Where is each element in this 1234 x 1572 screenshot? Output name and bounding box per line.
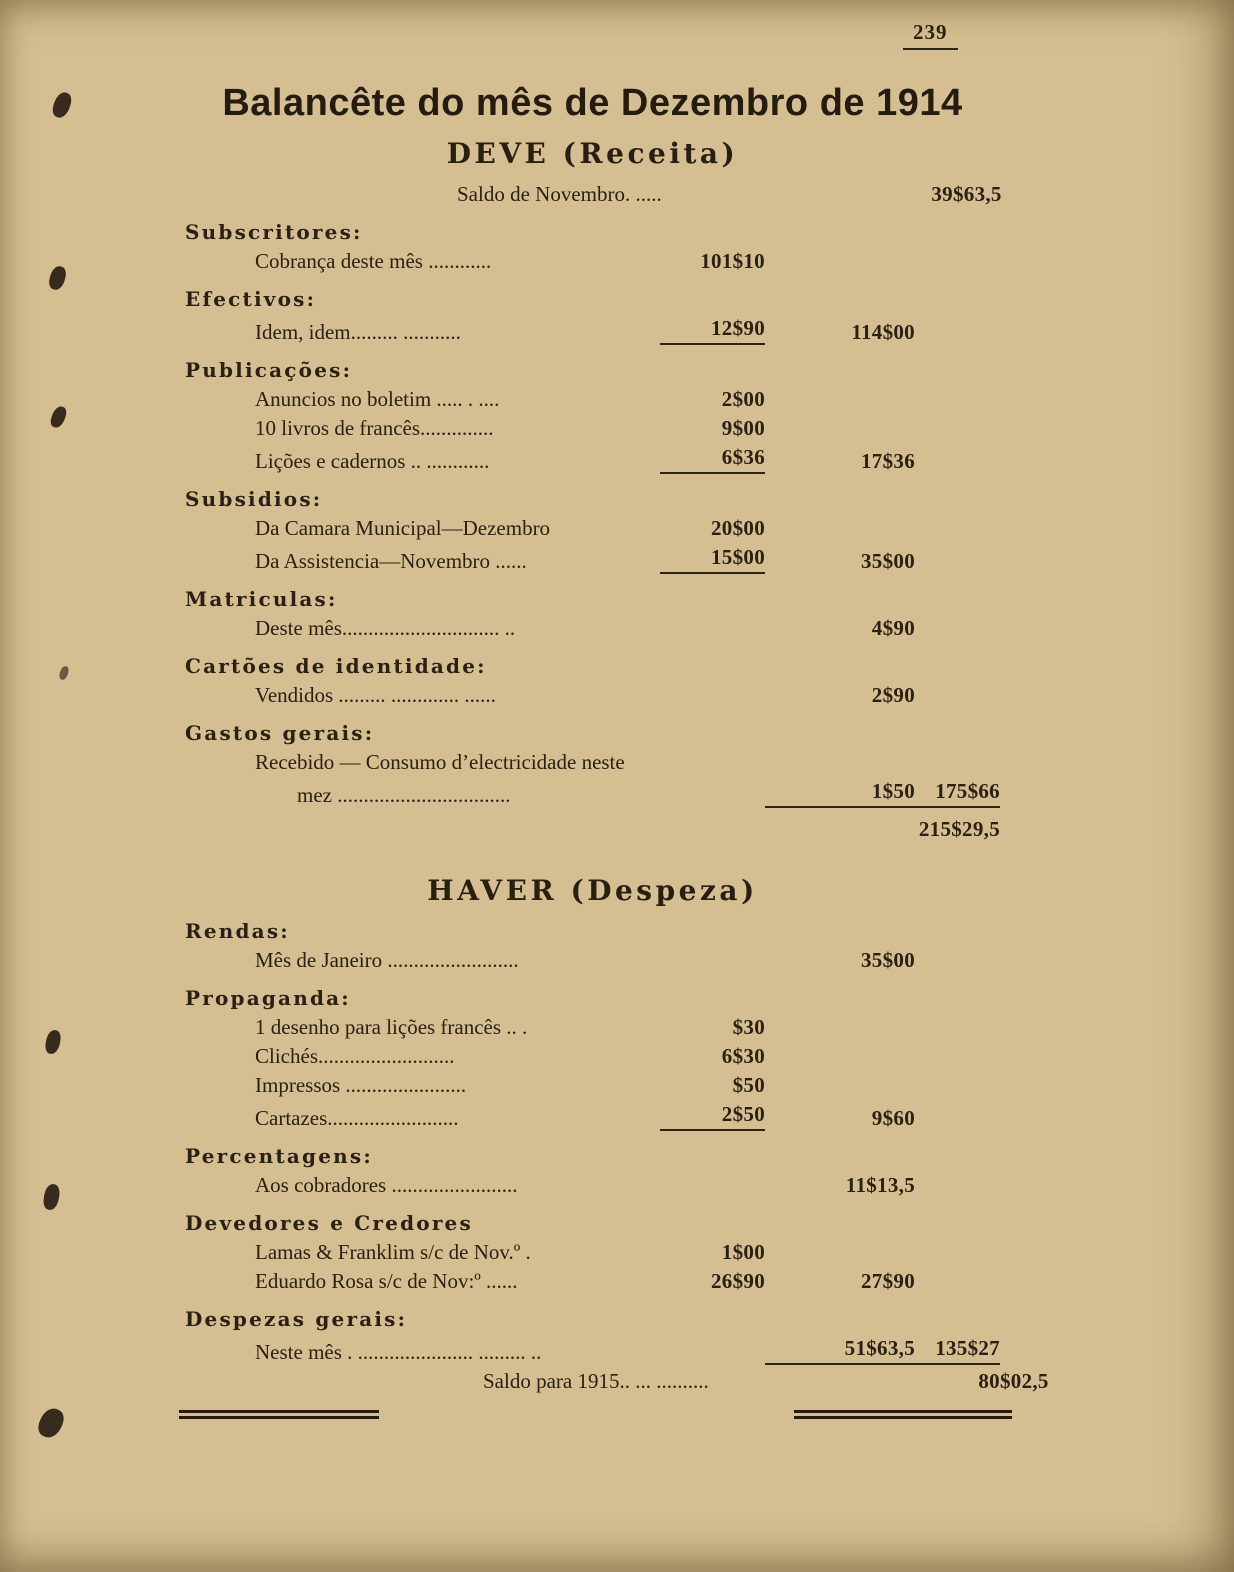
entry-label: Aos cobradores ........................ [255,1173,518,1197]
entry-label: 10 livros de francês.............. [255,416,494,440]
amount-col1: 9$00 [721,416,765,440]
amount-col3: 80$02,5 [978,1369,1049,1393]
ledger-row [185,314,1000,347]
ledger-row [185,748,1000,777]
entry-label: Eduardo Rosa s/c de Nov:º ...... [255,1269,518,1293]
entry-label: Da Assistencia—Novembro ...... [255,549,527,573]
section-header-row [185,285,1000,314]
ledger-row [185,414,1000,443]
binding-stitch [49,404,69,429]
ledger-row [185,443,1000,476]
section-header-row [185,719,1000,748]
entry-label: 1 desenho para lições francês .. . [255,1015,528,1039]
section-header-row [185,485,1000,514]
amount-col2: 51$63,5 [765,1336,915,1365]
ledger-row [185,180,1000,209]
page-title: Balancête do mês de Dezembro de 1914 [222,82,963,124]
ledger-row [185,385,1000,414]
ledger-row [185,1071,1000,1100]
amount-col2: 27$90 [861,1269,915,1293]
ledger-row [185,681,1000,710]
amount-col3: 215$29,5 [918,817,1000,841]
section-header-row [185,218,1000,247]
amount-col2: 4$90 [871,616,915,640]
entry-label: Recebido — Consumo d’electricidade neste [255,750,625,774]
amount-col1: 26$90 [711,1269,765,1293]
entry-label: Deste mês.............................. .. [255,616,516,640]
amount-col3: 175$66 [915,779,1000,808]
binding-stitch [47,265,67,292]
amount-col2: 11$13,5 [845,1173,915,1197]
binding-stitch [44,1029,62,1055]
closing-rule-left [179,1410,379,1419]
section-label: Matriculas: [185,587,338,611]
section-header-row [185,1305,1000,1334]
amount-col1: 2$50 [660,1102,765,1131]
entry-label: Saldo para 1915.. ... .......... [483,1369,709,1393]
section-label: Gastos gerais: [185,721,375,745]
section-header-row [185,652,1000,681]
section-header-row [185,1209,1000,1238]
page-content [185,82,1049,1424]
haver-heading: HAVER (Despeza) [427,874,758,907]
ledger-row [185,815,1000,844]
ledger-row [185,1267,1000,1296]
page-number: 239 [903,20,958,50]
section-label: Publicações: [185,358,353,382]
entry-label: Lamas & Franklim s/c de Nov.º . [255,1240,531,1264]
amount-col1: 20$00 [711,516,765,540]
entry-label: Cartazes......................... [255,1106,459,1130]
ledger-row [185,614,1000,643]
binding-stitch [35,1405,67,1441]
amount-col1: 6$36 [660,445,765,474]
ledger-row [185,1238,1000,1267]
ledger-row [185,247,1000,276]
ledger-row [185,1334,1000,1367]
entry-label: Saldo de Novembro. ..... [457,182,662,206]
amount-col2: 17$36 [861,449,915,473]
section-label: Subscritores: [185,220,363,244]
section-label: Percentagens: [185,1144,373,1168]
ledger-row [185,1013,1000,1042]
amount-col2: 1$50 [765,779,915,808]
ledger-row [185,946,1000,975]
amount-col1: 2$00 [721,387,765,411]
section-header-row [185,356,1000,385]
ledger-row [185,1042,1000,1071]
entry-label: Anuncios no boletim ..... . .... [255,387,500,411]
amount-col1: $30 [732,1015,765,1039]
section-label: Efectivos: [185,287,317,311]
amount-col2: 9$60 [871,1106,915,1130]
entry-label: Lições e cadernos .. ............ [255,449,490,473]
haver-section [185,917,1049,1396]
amount-col1: 12$90 [660,316,765,345]
amount-col1: $50 [732,1073,765,1097]
entry-label: Idem, idem......... ........... [255,320,461,344]
section-label: Rendas: [185,919,290,943]
section-label: Cartões de identidade: [185,654,487,678]
entry-label: Impressos ....................... [255,1073,467,1097]
ledger-row [185,514,1000,543]
ledger-row [185,1367,1049,1396]
binding-stitch [58,665,70,681]
entry-label: Vendidos ......... ............. ...... [255,683,496,707]
deve-heading: DEVE (Receita) [446,137,739,170]
ledger-row [185,777,1000,810]
binding-stitch [42,1183,60,1211]
amount-col2: 35$00 [861,948,915,972]
closing-rules [185,1410,1000,1424]
section-header-row [185,585,1000,614]
amount-col1: 101$10 [700,249,765,273]
entry-label: Da Camara Municipal—Dezembro [255,516,551,540]
ledger-row [185,1171,1000,1200]
amount-col3: 135$27 [915,1336,1000,1365]
ledger-row [185,1100,1000,1133]
section-label: Despezas gerais: [185,1307,408,1331]
amount-col2: 35$00 [861,549,915,573]
amount-col1: 6$30 [721,1044,765,1068]
binding-stitch [50,90,73,120]
amount-col2: 114$00 [851,320,915,344]
section-label: Subsidios: [185,487,323,511]
ledger-row [185,543,1000,576]
amount-col3: 39$63,5 [931,182,1002,206]
amount-col1: 15$00 [660,545,765,574]
section-header-row [185,1142,1000,1171]
section-label: Devedores e Credores [185,1211,473,1235]
deve-section [185,180,1000,844]
entry-label: Neste mês . ...................... ......... .. [255,1340,542,1364]
section-header-row [185,984,1000,1013]
closing-rule-right [794,1410,1012,1419]
entry-label: mez ................................. [297,783,511,807]
entry-label: Clichés.......................... [255,1044,455,1068]
section-header-row [185,917,1000,946]
amount-col2: 2$90 [871,683,915,707]
amount-col1: 1$00 [721,1240,765,1264]
entry-label: Cobrança deste mês ............ [255,249,492,273]
section-label: Propaganda: [185,986,351,1010]
entry-label: Mês de Janeiro ......................... [255,948,519,972]
